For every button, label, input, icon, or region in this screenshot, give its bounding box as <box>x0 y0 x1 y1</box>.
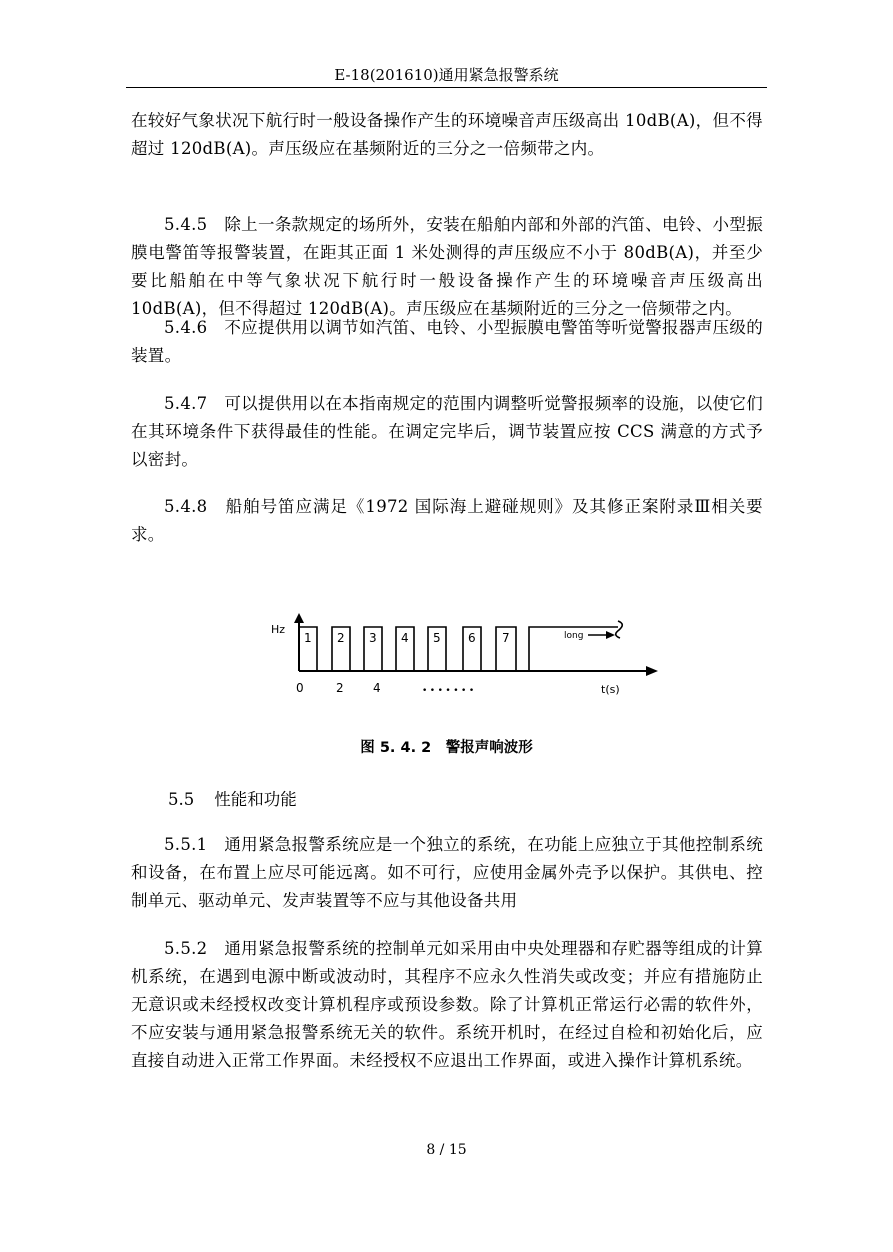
paragraph-5-5-2: 5.5.2 通用紧急报警系统的控制单元如采用由中央处理器和存贮器等组成的计算机系统，在遇到电源中断或波动时，其程序不应永久性消失或改变；并应有措施防止无意识或未经授权改变计算机程序或预设参数。除了计算机正常运行必需的软件外，不应安装与通用紧急报警系统无关的软件。系统开机时，在经过自检和初始化后，应直接自动进入正常工作界面。未经授权不应退出工作界面，或进入操作计算机系统。 <box>131 939 763 1070</box>
long-arrow-icon <box>606 631 615 639</box>
x-axis-arrow <box>646 666 658 676</box>
y-axis-arrow <box>294 613 304 623</box>
break-mark-icon <box>616 621 623 638</box>
paragraph-5-4-5: 5.4.5 除上一条款规定的场所外，安装在船舶内部和外部的汽笛、电铃、小型振膜电警笛等报警装置，在距其正面 1 米处测得的声压级应不小于 80dB(A)，并至少要比船舶在中等气象状况下航行时一般设备操作产生的环境噪音声压级高出 10dB(A)，但不得超过 120dB(A)。声压级应在基频附近的三分之一倍频带之内。 <box>131 215 763 318</box>
continuation-dots: ••••••• <box>422 686 477 696</box>
pulse-label-2: 2 <box>337 631 345 645</box>
paragraph-continuation: 在较好气象状况下航行时一般设备操作产生的环境噪音声压级高出 10dB(A)，但不得超过 120dB(A)。声压级应在基频附近的三分之一倍频带之内。 <box>131 111 763 158</box>
paragraph-5-4-8: 5.4.8 船舶号笛应满足《1972 国际海上避碰规则》及其修正案附录Ⅲ相关要求。 <box>131 497 763 544</box>
paragraph-5-4-7: 5.4.7 可以提供用以在本指南规定的范围内调整听觉警报频率的设施，以使它们在其环境条件下获得最佳的性能。在调定完毕后，调节装置应按 CCS 满意的方式予以密封。 <box>131 394 763 469</box>
figure-caption: 图 5. 4. 2 警报声响波形 <box>360 740 533 756</box>
x-axis-label: t(s) <box>601 683 620 696</box>
x-tick-4: 4 <box>373 681 381 695</box>
pulse-label-7: 7 <box>502 631 510 645</box>
x-tick-2: 2 <box>336 681 344 695</box>
long-label: long <box>564 631 584 641</box>
alarm-waveform-figure <box>266 613 666 698</box>
pulse-label-1: 1 <box>304 631 312 645</box>
page-number: 8 / 15 <box>426 1142 467 1158</box>
pulse-label-3: 3 <box>369 631 377 645</box>
section-heading <box>168 786 297 810</box>
pulse-label-6: 6 <box>468 631 476 645</box>
pulse-label-4: 4 <box>401 631 409 645</box>
section-title: 性能和功能 <box>214 790 297 809</box>
section-number: 5.5 <box>168 790 195 809</box>
paragraph-5-4-6: 5.4.6 不应提供用以调节如汽笛、电铃、小型振膜电警笛等听觉警报器声压级的装置。 <box>131 318 763 365</box>
header-rule <box>126 87 767 88</box>
page-header: E-18(201610)通用紧急报警系统 <box>334 66 559 84</box>
y-axis-label: Hz <box>271 623 286 636</box>
x-tick-0: 0 <box>296 681 304 695</box>
paragraph-5-5-1: 5.5.1 通用紧急报警系统应是一个独立的系统，在功能上应独立于其他控制系统和设备，在布置上应尽可能远离。如不可行，应使用金属外壳予以保护。其供电、控制单元、驱动单元、发声装置等不应与其他设备共用 <box>131 835 763 910</box>
pulse-label-5: 5 <box>433 631 441 645</box>
